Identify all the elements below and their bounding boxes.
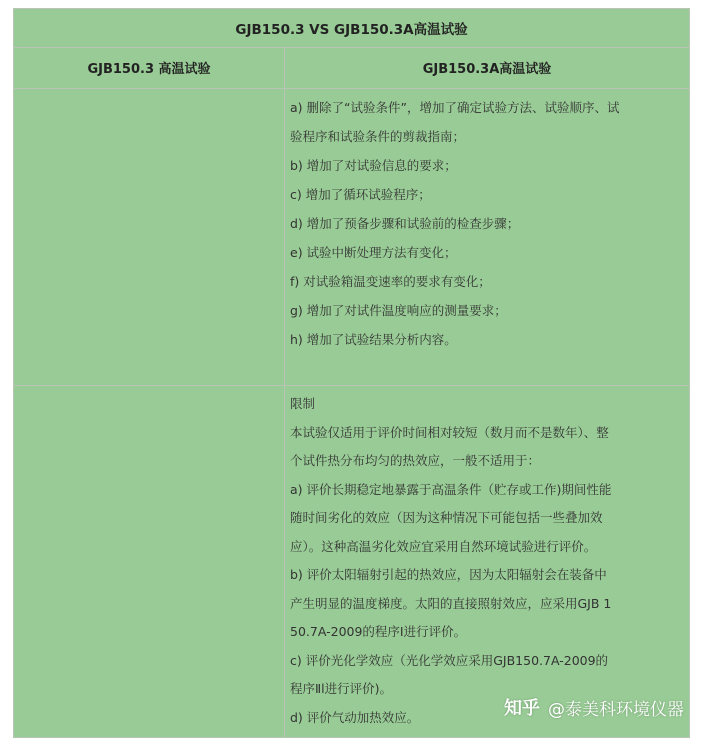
limitations-line: 个试件热分布均匀的热效应，一般不适用于： bbox=[290, 453, 541, 468]
limitations-line: b) 评价太阳辐射引起的热效应，因为太阳辐射会在装备中 bbox=[290, 567, 607, 582]
header-gjb150-3a: GJB150.3A高温试验 bbox=[422, 62, 552, 77]
changes-line: d) 增加了预备步骤和试验前的检查步骤； bbox=[290, 216, 520, 231]
limitations-line: 50.7A-2009的程序I进行评价。 bbox=[290, 624, 467, 639]
cell-left-empty bbox=[14, 88, 285, 385]
limitations-line: 随时间劣化的效应（因为这种情况下可能包括一些叠加效 bbox=[290, 510, 603, 525]
limitations-line: 本试验仅适用于评价时间相对较短（数月而不是数年）、整 bbox=[290, 424, 609, 440]
changes-line: 验程序和试验条件的剪裁指南； bbox=[290, 129, 466, 144]
changes-line: a) 删除了“试验条件”，增加了确定试验方法、试验顺序、试 bbox=[290, 100, 620, 115]
watermark bbox=[504, 694, 684, 720]
limitations-text bbox=[285, 386, 689, 737]
changes-line: f) 对试验箱温变速率的要求有变化； bbox=[290, 274, 491, 289]
changes-line: c) 增加了循环试验程序； bbox=[290, 187, 431, 202]
limitations-line: c) 评价光化学效应（光化学效应采用GJB150.7A-2009的 bbox=[290, 652, 609, 668]
table-header-row bbox=[14, 47, 689, 89]
watermark-author: @泰美科环境仪器 bbox=[548, 699, 684, 720]
comparison-table bbox=[13, 8, 690, 738]
table-row-limitations bbox=[14, 386, 689, 737]
changes-line: h) 增加了试验结果分析内容。 bbox=[290, 332, 457, 347]
table-row-changes bbox=[14, 88, 689, 386]
limitations-line: 应）。这种高温劣化效应宜采用自然环境试验进行评价。 bbox=[290, 538, 597, 554]
zhihu-logo: 知乎 bbox=[504, 698, 540, 719]
limitations-line: 程序Ⅱl进行评价)。 bbox=[290, 681, 393, 696]
limitations-line: 限制 bbox=[290, 396, 316, 411]
table-title: GJB150.3 VS GJB150.3A高温试验 bbox=[14, 9, 689, 48]
changes-line: e) 试验中断处理方法有变化； bbox=[290, 245, 457, 260]
changes-line: g) 增加了对试件温度响应的测量要求； bbox=[290, 303, 507, 318]
changes-list bbox=[285, 88, 689, 385]
limitations-line: a) 评价长期稳定地暴露于高温条件（贮存或工作)期间性能 bbox=[290, 481, 612, 497]
limitations-line: d) 评价气动加热效应。 bbox=[290, 709, 420, 725]
cell-left-empty bbox=[14, 386, 285, 737]
limitations-line: 产生明显的温度梯度。太阳的直接照射效应，应采用GJB 1 bbox=[290, 595, 612, 611]
changes-line: b) 增加了对试验信息的要求； bbox=[290, 158, 457, 173]
header-gjb150-3: GJB150.3 高温试验 bbox=[14, 47, 285, 88]
